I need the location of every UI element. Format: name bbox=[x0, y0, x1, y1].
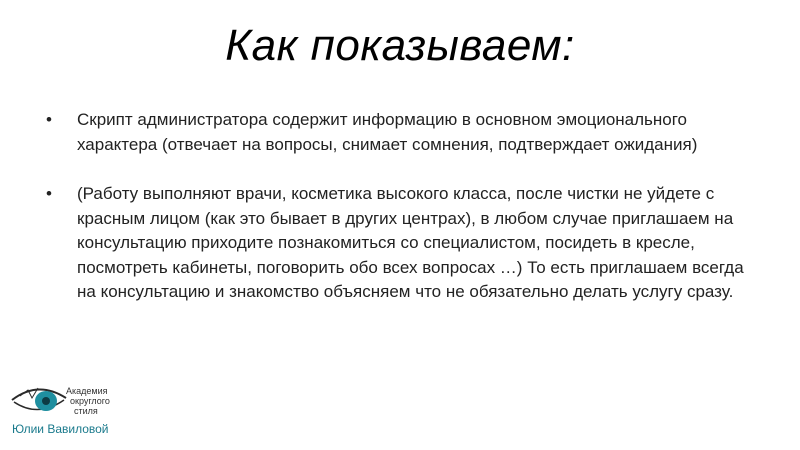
bullet-text: Скрипт администратора содержит информацию в основном эмоционального характера (отвечает на вопросы, снимает сомнения, подтверждает ожидания) bbox=[77, 110, 698, 154]
bullet-text: (Работу выполняют врачи, косметика высокого класса, после чистки не уйдете с красным лицом (как это бывает в других центрах), в любом случае приглашаем на консультацию приходите познакомиться со специалистом, посидеть в кресле, посмотреть кабинеты, поговорить обо всех вопросах …) То есть приглашаем всегда на консультацию и знакомство объясняем что не обязательно делать услугу сразу. bbox=[77, 184, 744, 301]
bullet-item bbox=[46, 108, 746, 157]
bullet-list bbox=[46, 108, 746, 305]
bullet-item bbox=[46, 182, 746, 305]
bullet-dot: • bbox=[46, 184, 52, 203]
logo-line: Академия bbox=[66, 386, 108, 396]
logo-line: стиля bbox=[74, 406, 98, 416]
slide-title: Как показываем: bbox=[225, 21, 575, 70]
eye-logo-icon bbox=[8, 378, 70, 422]
logo-line: округлого bbox=[70, 396, 110, 406]
logo-text bbox=[66, 386, 110, 416]
logo-name: Юлии Вавиловой bbox=[12, 422, 109, 436]
bullet-dot: • bbox=[46, 110, 52, 129]
academy-logo bbox=[8, 378, 148, 444]
